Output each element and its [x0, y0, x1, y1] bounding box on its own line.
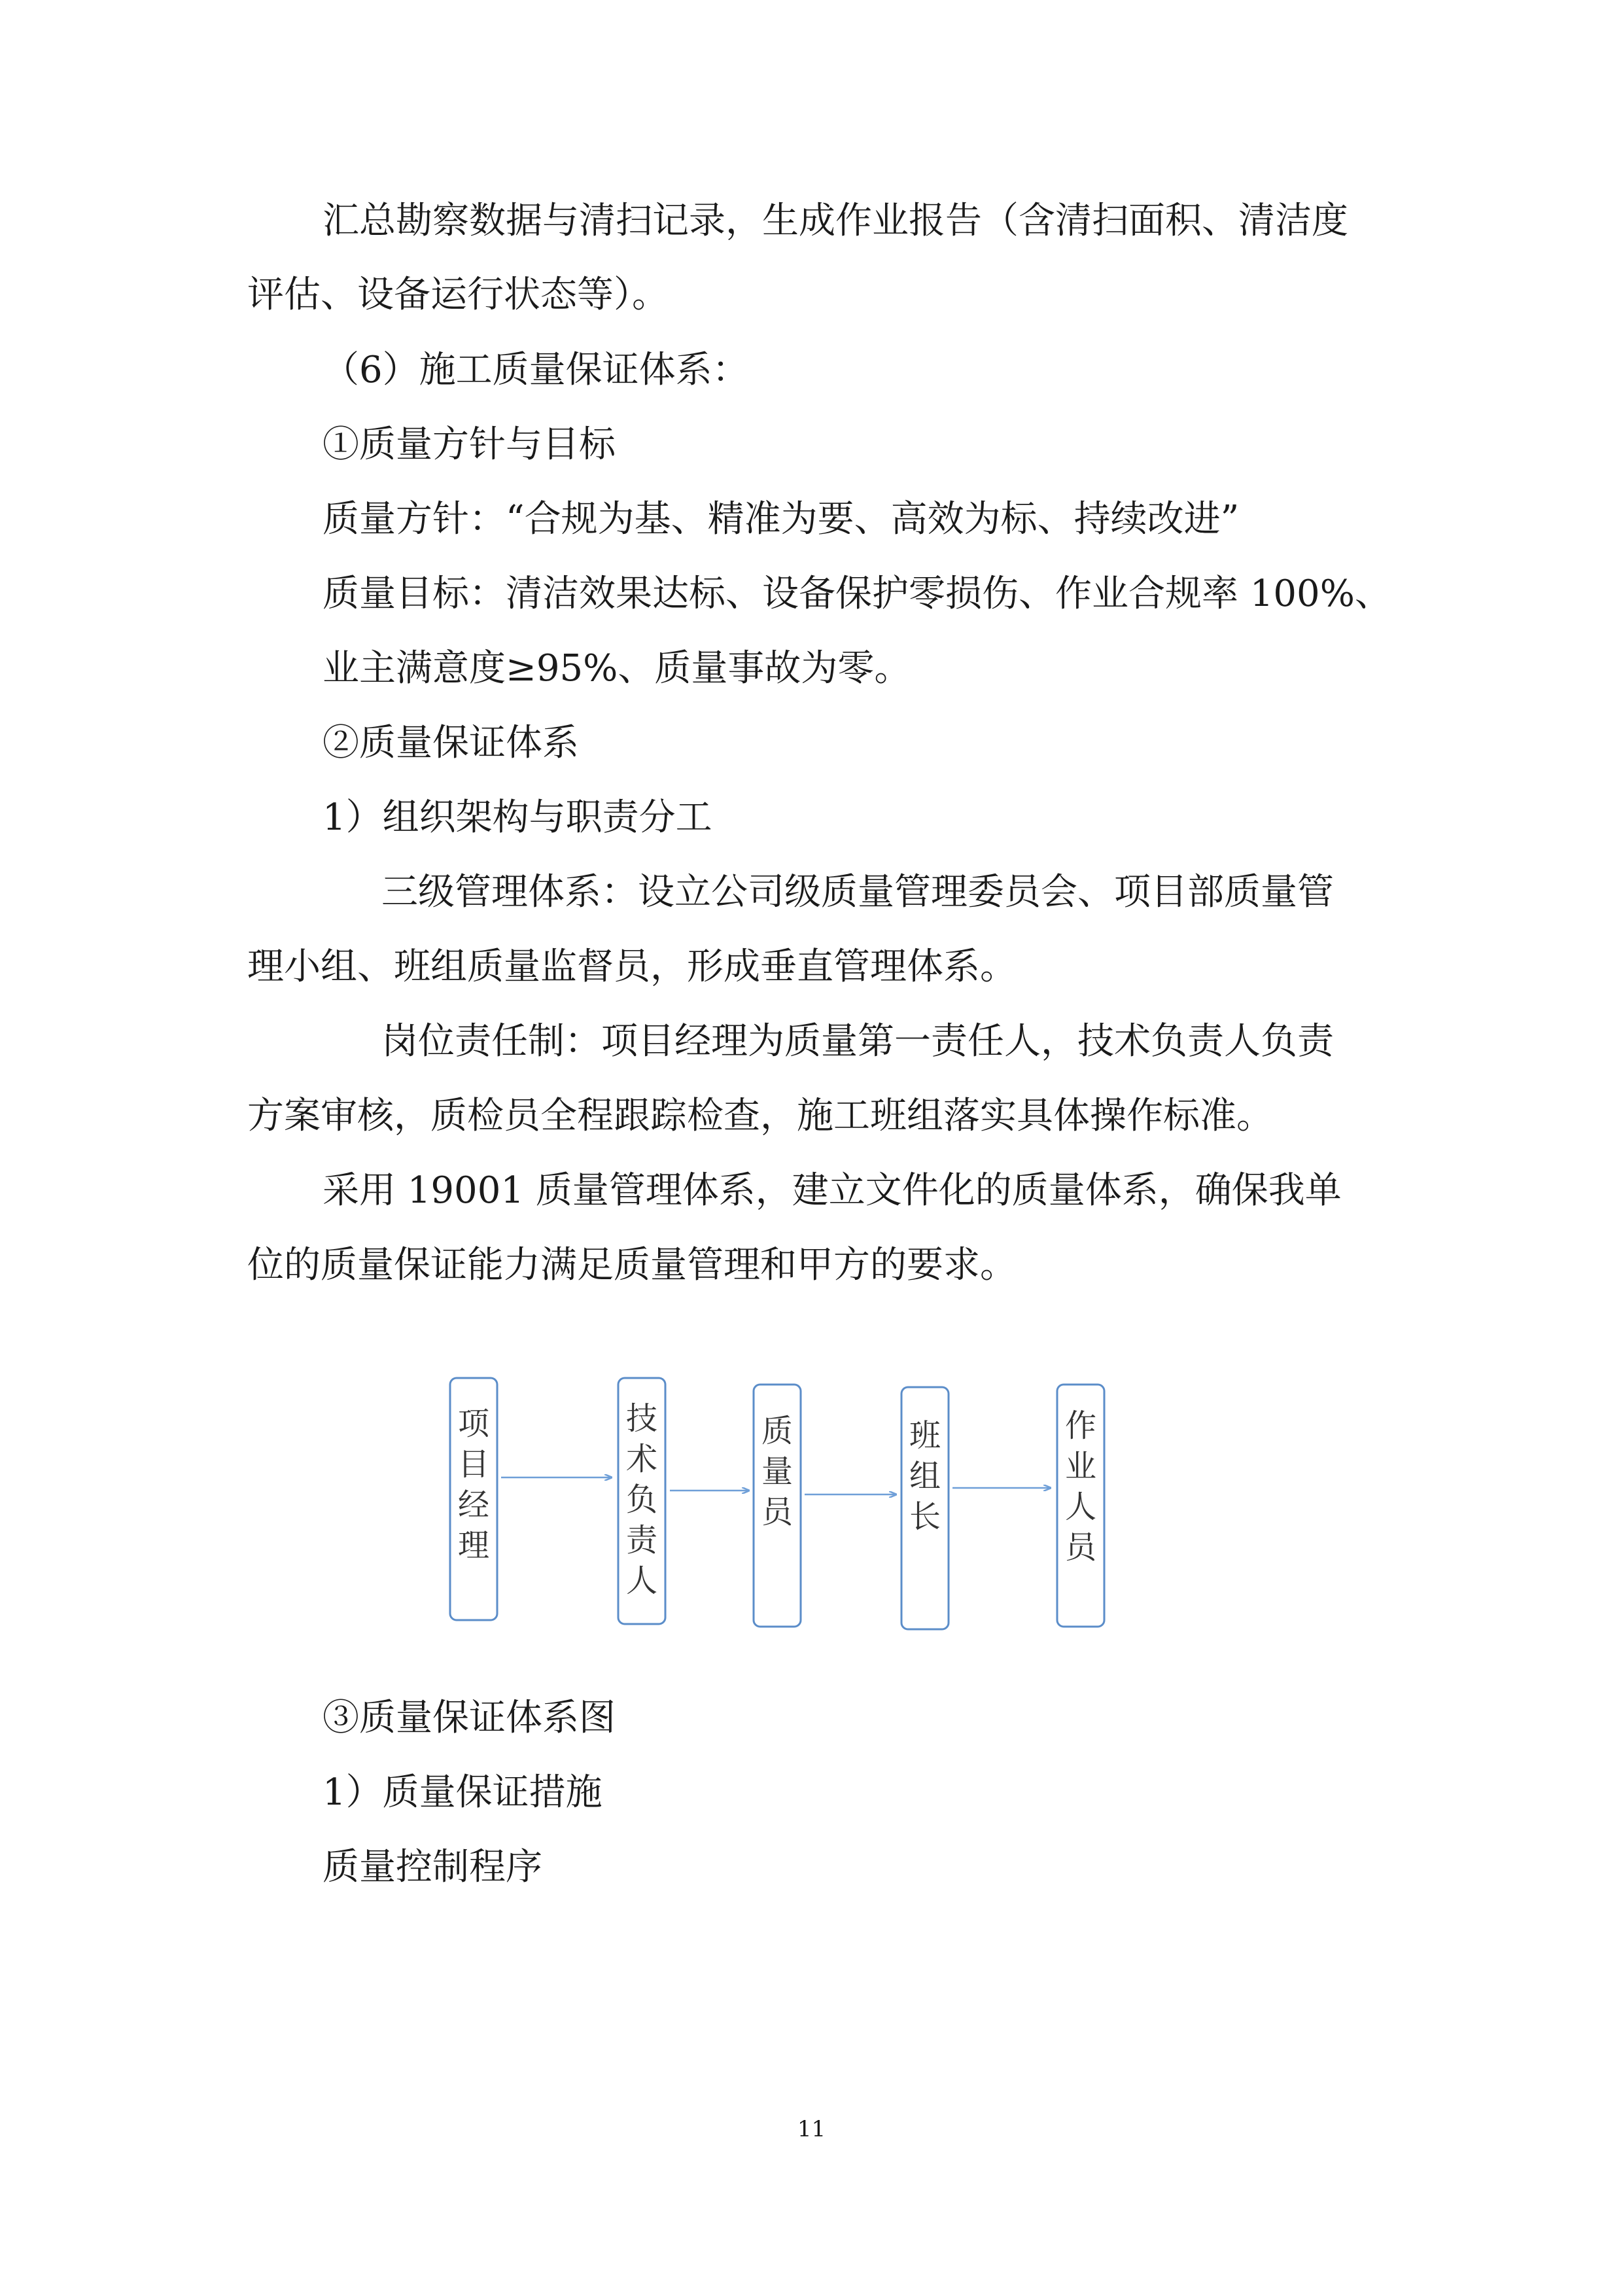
flow-node-char: 量	[761, 1453, 794, 1490]
paragraph-line: 方案审核，质检员全程跟踪检查，施工班组落实具体操作标准。	[247, 1095, 1273, 1137]
flow-node-char: 员	[1064, 1529, 1097, 1566]
flow-node-char: 作	[1064, 1407, 1097, 1444]
flow-node-tech	[618, 1378, 665, 1624]
flow-node-char: 人	[1064, 1489, 1097, 1525]
flow-node-char: 技	[625, 1400, 658, 1437]
flow-node-char: 员	[761, 1494, 794, 1530]
subsection-heading: ②质量保证体系	[323, 722, 579, 764]
subsection-heading: ①质量方针与目标	[323, 423, 616, 466]
paragraph-line: 汇总勘察数据与清扫记录，生成作业报告（含清扫面积、清洁度	[323, 200, 1348, 242]
flow-node-char: 项	[457, 1405, 490, 1442]
paragraph-line: 采用 19001 质量管理体系，建立文件化的质量体系，确保我单	[323, 1169, 1342, 1212]
flow-node-char: 长	[909, 1498, 941, 1535]
flow-node-lead	[901, 1387, 949, 1629]
paragraph-line: 位的质量保证能力满足质量管理和甲方的要求。	[247, 1244, 1017, 1286]
flow-node-char: 经	[457, 1487, 490, 1523]
paragraph-line: 质量控制程序	[323, 1846, 542, 1888]
paragraph-line: 业主满意度≥95%、质量事故为零。	[323, 647, 911, 690]
paragraph-line: 三级管理体系：设立公司级质量管理委员会、项目部质量管	[381, 871, 1334, 913]
paragraph-line: 岗位责任制：项目经理为质量第一责任人，技术负责人负责	[381, 1020, 1334, 1063]
flow-node-char: 目	[457, 1446, 490, 1483]
page-number: 11	[797, 2116, 826, 2142]
flow-node-char: 人	[625, 1563, 658, 1599]
flow-node-char: 质	[761, 1413, 794, 1449]
flow-node-qc	[754, 1385, 801, 1627]
list-heading: 1）组织架构与职责分工	[323, 796, 712, 839]
list-heading: 1）质量保证措施	[323, 1771, 602, 1814]
flow-node-char: 理	[457, 1527, 490, 1564]
flow-node-char: 负	[625, 1481, 658, 1518]
section-heading: （6）施工质量保证体系：	[323, 349, 749, 391]
flow-node-pm	[450, 1378, 497, 1620]
flow-node-char: 术	[625, 1441, 658, 1477]
flow-node-char: 业	[1064, 1448, 1097, 1485]
flow-node-char: 责	[625, 1522, 658, 1559]
subsection-heading: ③质量保证体系图	[323, 1697, 616, 1739]
flow-node-char: 组	[909, 1458, 941, 1494]
paragraph-line: 理小组、班组质量监督员，形成垂直管理体系。	[247, 945, 1017, 988]
paragraph-line: 质量目标：清洁效果达标、设备保护零损伤、作业合规率 100%、	[323, 573, 1391, 615]
paragraph-line: 评估、设备运行状态等）。	[247, 274, 669, 316]
paragraph-line: 质量方针：“合规为基、精准为要、高效为标、持续改进”	[323, 498, 1240, 540]
flow-node-char: 班	[909, 1417, 941, 1454]
flow-node-worker	[1057, 1385, 1104, 1627]
